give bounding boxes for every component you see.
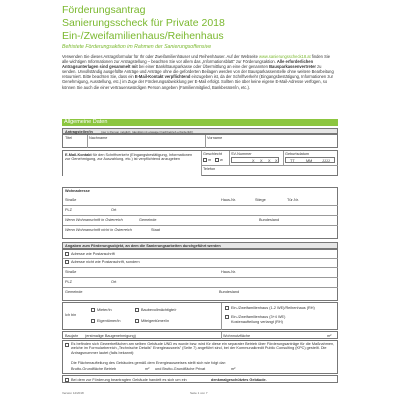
residence-heading: Wohnadresse: [65, 189, 90, 193]
owner-opt3-checkbox[interactable]: [91, 319, 95, 323]
title-label: Titel: [65, 136, 73, 140]
monument-checkbox[interactable]: [65, 378, 69, 382]
year-area-row: [62, 331, 338, 339]
svnr-x1: X: [252, 158, 255, 163]
gender-w-label: w: [220, 158, 223, 162]
stair-label: Stiege: [255, 198, 266, 202]
area-label: Wohnnutzfläche: [223, 334, 251, 338]
year-label: Baujahr: [65, 334, 79, 338]
svnr-label: SV-Nummer: [231, 152, 252, 156]
year-note: (erstmalige Baugenehmigung): [85, 334, 136, 338]
owner-opt4-checkbox[interactable]: [135, 319, 139, 323]
intro-p1: Verwenden Sie dieses Antragsformular für Ihr oder Zweifamilienhäuser und Reihenhäuser. Auf der Webseite: [62, 54, 258, 59]
project-address-block: [62, 249, 338, 301]
type-opt2-label: Ein-/Zweifamilienhaus (3+4 WE): [231, 315, 286, 319]
project-state-label: Bundesland: [219, 290, 240, 294]
applicant-heading-note: (nur 1 Person möglich; Identität mit etwaiger Fachbetrieb erforderlich): [101, 130, 194, 134]
street-label: Straße: [65, 198, 77, 202]
owner-opt4-label: Miteigentümer/in: [141, 319, 170, 323]
intro-p2b: zu senden. Unvollständig ausgefüllte Anträge und Anträge ohne die geforderten Beilagen werden von der Bausparkassenstelle ohne weitere Bearbeitung retourniert. Bitte beachten Sie, dass ein: [62, 64, 334, 80]
svnr-x3: X: [268, 158, 271, 163]
svnr-x4: X: [275, 158, 278, 163]
owner-opt3-label: Eigentümer/in: [97, 319, 121, 323]
state-label: Bundesland: [259, 218, 280, 222]
monument-text-bold: denkmalgeschütztes Gebäude.: [211, 378, 267, 382]
footer-page: Seite 1 von 7: [190, 391, 208, 395]
form-page: [62, 4, 338, 396]
owner-opt2-checkbox[interactable]: [135, 308, 139, 312]
intro-link[interactable]: www.sanierungsscheck18.at: [259, 54, 311, 59]
birth-tt: TT: [290, 158, 295, 163]
type-opt1-checkbox[interactable]: [225, 306, 229, 310]
project-street-label: Straße: [65, 270, 77, 274]
house-label: Haus-Nr.: [221, 198, 236, 202]
other-address-label: Adresse nicht wie Postanschrift, sondern: [71, 260, 140, 264]
commercial-text: Es befinden sich Gewerbeflächen am selben Gebäude UND es wurde bzw. wird für diese ein separater Betrieb über Förderungsanträge für die Maßnahmen, welche im Formularbereich „Technische Details" Energieausweis" (Seite 7) angeführt sind, bei der Kommunalkredit Public Consulting (KPC) gestellt. Die Antragsnummer lautet (falls bekannt):: [71, 342, 335, 355]
footer-version: Version 12/2018: [62, 391, 84, 395]
birth-mm: MM: [306, 158, 313, 163]
at-label: Wenn Wohnanschrift in Österreich: [65, 218, 123, 222]
gender-m-label: m: [208, 158, 212, 162]
project-heading: Angaben zum Förderungsobjekt, an dem die Sanierungsarbeiten durchgeführt werden: [65, 244, 221, 248]
svnr-x2: X: [260, 158, 263, 163]
intro-p1c: Alle erforderlichen Antragsunterlagen sind gesammelt mit: [62, 59, 314, 70]
email-label: E-Mail-Kontakt: [65, 153, 92, 157]
birth-jj: JJJJ: [322, 158, 330, 163]
monument-text: Bei dem zur Förderung beantragten Gebäude handelt es sich um ein: [71, 378, 187, 382]
project-plz-label: PLZ: [65, 280, 72, 284]
type-opt2-checkbox[interactable]: [225, 315, 229, 319]
email-field[interactable]: [63, 151, 201, 177]
intro-p3b: einzugeben ist, da der Schriftverkehr (Eingangsbestätigung, Informationen zur Genehmigung, Ausstellung, etc.) im Zuge der Förderungsabwicklung per E-Mail erfolgt. Sollten Sie über keine eigene E-Mail-Adresse verfügen, so können Sie auch die einer vertrauenswürdigen Person angeben (Familienmitglied, Bankberater/in, etc.).: [62, 74, 334, 90]
owner-label: Ich bin: [65, 313, 77, 317]
area-private-unit: m²: [231, 367, 236, 371]
form-title: Förderungsantrag: [62, 4, 146, 16]
area-business-label: Brutto-Grundfläche Betrieb: [71, 367, 117, 371]
country-label: Staat: [151, 228, 160, 232]
applicant-contact-row: [62, 150, 338, 176]
intro-p2: bei einer Bank/Bausparkasse oder Übermittlung an eine der genannten: [138, 64, 268, 70]
area-split-text: Die Flächenaufteilung des Gebäudes gemäß dem Energieausweises stellt sich wie folgt dar:: [71, 361, 226, 365]
commercial-checkbox[interactable]: [65, 343, 69, 347]
birth-label: Geburtsdatum: [285, 152, 310, 156]
firstname-label: Vorname: [207, 136, 223, 140]
foreign-label: Wenn Wohnanschrift nicht in Österreich: [65, 228, 132, 232]
gender-label: Geschlecht: [203, 152, 222, 156]
same-address-checkbox[interactable]: [65, 252, 69, 256]
type-opt1-label: Ein-/Zweifamilienhaus (1-2 WE)/Reihenhaus (RH): [231, 306, 315, 310]
lastname-label: Nachname: [89, 136, 108, 140]
residence-block: [62, 187, 338, 239]
project-place-label: Ort: [111, 280, 117, 284]
place-label: Ort: [111, 208, 117, 212]
applicant-name-row: [62, 134, 338, 148]
form-subtitle-building: Ein-/Zweifamilienhaus/Reihenhaus: [62, 30, 224, 42]
section-general-bar: Allgemeine Daten: [62, 119, 338, 126]
area-private-label: und Brutto-Grundfläche Privat: [155, 367, 206, 371]
owner-opt1-label: Mieter/in: [97, 308, 112, 312]
email-note: [65, 153, 197, 162]
same-address-label: Adresse wie Postanschrift: [71, 252, 115, 256]
form-subtitle-note: Befristete Förderungsaktion im Rahmen der Sanierungsoffensive: [62, 44, 212, 50]
ownership-block: [62, 302, 338, 330]
area-unit: m²: [327, 334, 332, 338]
project-header: [62, 242, 338, 249]
intro-p2hl: Bausparkassenvertreter: [269, 64, 316, 70]
gender-w-checkbox[interactable]: [215, 158, 219, 162]
area-business-unit: m²: [145, 367, 150, 371]
form-subtitle-program: Sanierungsscheck für Private 2018: [62, 17, 225, 29]
monument-row: [62, 375, 338, 383]
owner-opt1-checkbox[interactable]: [91, 308, 95, 312]
intro-p1b: finden Sie alle wichtigen Informationen zur Antragstellung – beachten Sie vor allem das „Informationsblatt" zur Förderungsaktion.: [62, 54, 331, 65]
birth-input[interactable]: [285, 157, 335, 163]
type-opt2b-label: Kostenaufteilung verlangt (RH): [231, 320, 283, 324]
other-address-checkbox[interactable]: [65, 260, 69, 264]
email-note-text: für den Schriftverkehr (Eingangsbestätigung, Informationen zur Genehmigung, zur Auszahlung, etc.) ist verpflichtend anzugeben: [65, 153, 193, 162]
intro-text: [62, 54, 334, 118]
owner-opt2-label: Baubevollmächtigte/r: [141, 308, 177, 312]
svnr-input[interactable]: [231, 157, 279, 163]
applicant-heading: Antragsteller/in: [65, 129, 93, 134]
intro-p3: E-Mail-Kontakt verpflichtend: [134, 74, 191, 80]
project-municipality-label: Gemeinde: [65, 290, 83, 294]
project-house-label: Haus-Nr.: [221, 270, 236, 274]
door-label: Tür-Nr.: [287, 198, 299, 202]
commercial-block: [62, 340, 338, 374]
phone-label: Telefon: [203, 167, 216, 171]
gender-m-checkbox[interactable]: [203, 158, 207, 162]
plz-label: PLZ: [65, 208, 72, 212]
municipality-label: Gemeinde: [139, 218, 157, 222]
